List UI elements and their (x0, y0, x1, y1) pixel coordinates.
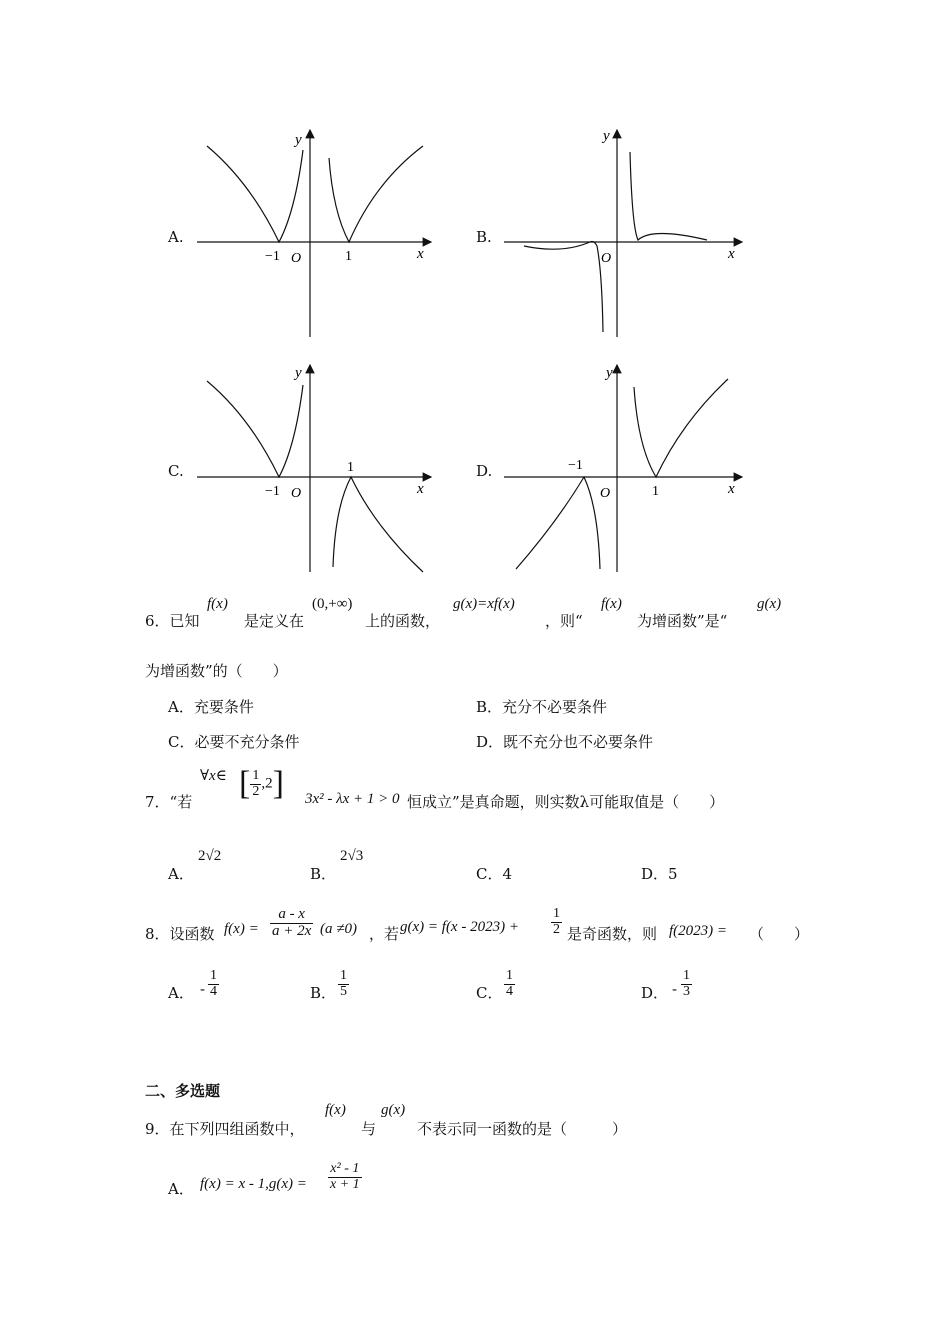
curve-right (630, 152, 707, 240)
curve-left (524, 242, 603, 333)
tick-1: 1 (345, 249, 352, 264)
graph-c (195, 357, 440, 577)
y-label: y (295, 132, 302, 148)
q8-gdef: g(x) = f(x - 2023) + (400, 919, 519, 935)
tick-1: 1 (347, 460, 354, 475)
q6-t4: 为增函数”是“ (637, 612, 728, 630)
q6-option-a: A．充要条件 (168, 698, 254, 716)
q8-fx: f(x) = (224, 921, 259, 937)
q6-num: 6．已知 (145, 612, 200, 630)
origin-label: O (600, 486, 611, 501)
q9-t2: 不表示同一函数的是（ ） (417, 1120, 628, 1138)
q7-opt-a-val: 2√2 (198, 848, 222, 864)
y-label: y (606, 365, 613, 381)
q7-inequality: 3x² - λx + 1 > 0 (305, 791, 400, 807)
tick-neg1: −1 (265, 249, 280, 264)
curve-right (333, 477, 423, 572)
origin-label: O (601, 251, 612, 266)
tick-neg1: −1 (568, 458, 583, 473)
q8-ask: f(2023) = (669, 923, 728, 939)
graph-a (195, 122, 440, 342)
q7-option-d: D．5 (641, 865, 678, 883)
x-label: x (728, 246, 735, 262)
q8-num: 8．设函数 (145, 925, 215, 943)
q6-domain: (0,+∞) (312, 596, 353, 612)
q9-num: 9．在下列四组函数中， (145, 1120, 305, 1138)
q7-forall: ∀x∈ (200, 768, 227, 784)
q6-option-d: D．既不充分也不必要条件 (476, 733, 654, 751)
graph-a-label: A. (168, 228, 184, 246)
q9-gx: g(x) (381, 1102, 406, 1118)
graph-b-label: B. (476, 228, 492, 246)
q6-fx2: f(x) (601, 596, 622, 612)
y-label: y (603, 128, 610, 144)
q6-line2: 为增函数”的（ ） (145, 662, 288, 680)
q6-option-c: C．必要不充分条件 (168, 733, 300, 751)
q8-t2: 是奇函数，则 (567, 925, 658, 943)
tick-neg1: −1 (265, 484, 280, 499)
graph-d (502, 357, 747, 577)
section-heading: 二、多选题 (145, 1082, 221, 1100)
x-label: x (417, 481, 424, 497)
x-label: x (728, 481, 735, 497)
q9-opt-a-frac: $\frac{\text{x² - 1}}{x + 1}$ (330, 1161, 360, 1192)
q8-t3: （ ） (749, 925, 810, 943)
curve-left (207, 381, 303, 477)
tick-1: 1 (652, 484, 659, 499)
q7-interval: [ $\frac{1}{2}$ ,2] (239, 765, 284, 802)
q8-half: $\frac{1}{2}$ (553, 906, 560, 937)
q9-opt-a-expr: f(x) = x - 1,g(x) = (200, 1176, 307, 1192)
q6-t1: 是定义在 (244, 612, 305, 630)
curve-right (329, 146, 423, 242)
graph-c-label: C. (168, 462, 184, 480)
q8-fraction: $\frac{a - x}{a + 2x}$ (272, 906, 312, 939)
q8-cond: (a ≠0) (320, 921, 357, 937)
q7-text: 恒成立”是真命题，则实数λ可能取值是（ ） (407, 793, 725, 811)
q6-t2: 上的函数， (365, 612, 441, 630)
q6-option-b: B．充分不必要条件 (476, 698, 608, 716)
graph-d-label: D. (476, 462, 493, 480)
origin-label: O (291, 251, 302, 266)
x-label: x (417, 246, 424, 262)
y-label: y (295, 365, 302, 381)
origin-label: O (291, 486, 302, 501)
q6-gdef: g(x)=xf(x) (453, 596, 515, 612)
q6-gx: g(x) (757, 596, 782, 612)
curve-right (634, 379, 728, 477)
q7-num: 7．“若 (145, 793, 193, 811)
curve-left (516, 477, 600, 569)
graph-b (502, 122, 747, 342)
curve-left (207, 146, 303, 242)
q7-option-c: C．4 (476, 865, 513, 883)
q9-t1: 与 (361, 1120, 377, 1138)
q6-t3: ，则“ (545, 612, 583, 630)
q9-fx: f(x) (325, 1102, 346, 1118)
q7-opt-b-val: 2√3 (340, 848, 364, 864)
q8-t1: ，若 (369, 925, 400, 943)
q6-fx: f(x) (207, 596, 228, 612)
